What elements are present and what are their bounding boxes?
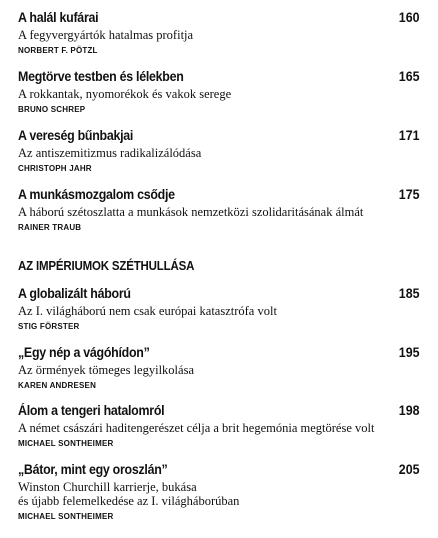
entry-title[interactable]: A globalizált háború	[18, 286, 131, 301]
entry-title[interactable]: A halál kufárai	[18, 10, 99, 25]
entry-author: MICHAEL SONTHEIMER	[18, 512, 114, 521]
toc-entry-header	[18, 344, 420, 362]
entry-author: STIG FÖRSTER	[18, 322, 80, 331]
entry-author: CHRISTOPH JAHR	[18, 164, 92, 173]
toc-entry-header	[18, 186, 420, 204]
page-number: 195	[399, 345, 420, 360]
subtitle-line: A fegyvergyártók hatalmas profitja	[18, 28, 194, 42]
page-number: 205	[399, 462, 420, 477]
page-number: 160	[399, 10, 420, 25]
toc-entry-header	[18, 68, 420, 86]
toc-entry	[18, 344, 420, 391]
entry-author: BRUNO SCHREP	[18, 105, 86, 114]
entry-author: KAREN ANDRESEN	[18, 381, 97, 390]
entry-author: MICHAEL SONTHEIMER	[18, 439, 114, 448]
subtitle-line: Az örmények tömeges legyilkolása	[18, 363, 194, 377]
toc-entry	[18, 461, 420, 522]
section-heading: AZ IMPÉRIUMOK SZÉTHULLÁSA	[18, 259, 195, 273]
entry-title[interactable]: A vereség bűnbakjai	[18, 128, 134, 143]
entry-subtitle	[18, 304, 420, 318]
subtitle-line: Az I. világháború nem csak európai katasztrófa volt	[18, 304, 277, 318]
entry-subtitle	[18, 146, 420, 160]
toc-entry-header	[18, 127, 420, 145]
subtitle-line: és újabb felemelkedése az I. világháborúban	[18, 494, 240, 508]
entry-subtitle	[18, 363, 420, 377]
entry-subtitle	[18, 87, 420, 101]
toc-entry	[18, 186, 420, 233]
subtitle-line: A német császári haditengerészet célja a brit hegemónia megtörése volt	[18, 421, 375, 435]
page-number: 171	[399, 128, 420, 143]
toc-entry-header	[18, 402, 420, 420]
subtitle-line: Az antiszemitizmus radikalizálódása	[18, 146, 202, 160]
page-number: 185	[399, 286, 420, 301]
toc-entry-header	[18, 461, 420, 479]
entry-title[interactable]: „Egy nép a vágóhídon”	[18, 345, 150, 360]
subtitle-line: A háború szétoszlatta a munkások nemzetközi szolidaritásának álmát	[18, 205, 364, 219]
toc-entry	[18, 68, 420, 115]
toc-entry	[18, 285, 420, 332]
entry-title[interactable]: A munkásmozgalom csődje	[18, 187, 175, 202]
entry-subtitle	[18, 421, 420, 435]
entry-subtitle	[18, 28, 420, 42]
entry-title[interactable]: Álom a tengeri hatalomról	[18, 403, 165, 418]
entry-author: RAINER TRAUB	[18, 223, 82, 232]
subtitle-line: A rokkantak, nyomorékok és vakok serege	[18, 87, 232, 101]
subtitle-line: Winston Churchill karrierje, bukása	[18, 480, 197, 494]
entry-author: NORBERT F. PÖTZL	[18, 46, 98, 55]
page-number: 175	[399, 187, 420, 202]
entry-title[interactable]: „Bátor, mint egy oroszlán”	[18, 462, 168, 477]
toc-entry-header	[18, 9, 420, 27]
toc-entry-header	[18, 285, 420, 303]
toc-entry	[18, 9, 420, 56]
page-number: 198	[399, 403, 420, 418]
entry-subtitle	[18, 480, 420, 508]
toc-entry	[18, 127, 420, 174]
entry-subtitle	[18, 205, 420, 219]
page-number: 165	[399, 69, 420, 84]
toc-entry	[18, 402, 420, 449]
entry-title[interactable]: Megtörve testben és lélekben	[18, 69, 184, 84]
